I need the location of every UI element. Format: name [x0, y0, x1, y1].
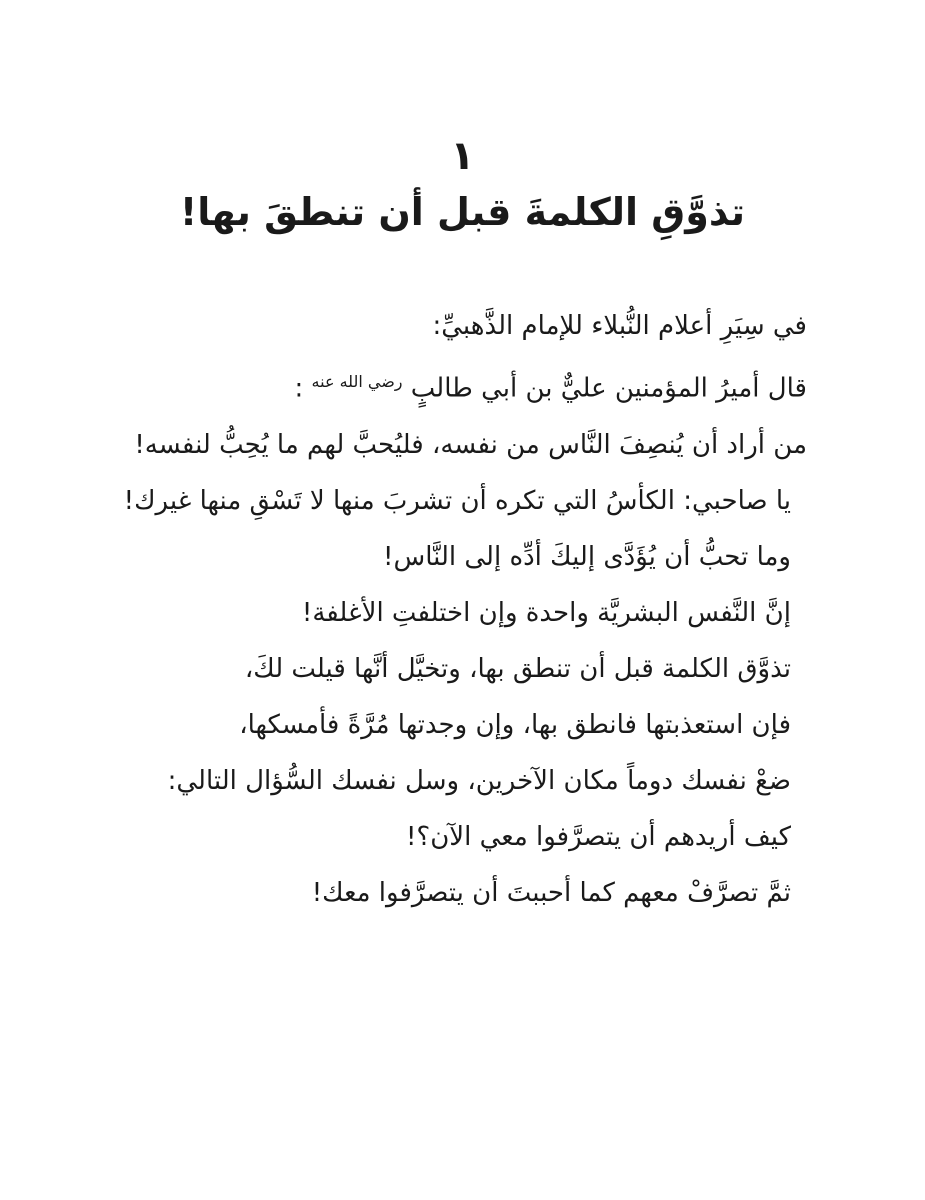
body-text	[87, 298, 807, 921]
paragraph-conclusion: ثمَّ تصرَّفْ معهم كما أحببتَ أن يتصرَّفوا معك!	[311, 877, 791, 908]
paragraph-taste-word: تذوَّق الكلمة قبل أن تنطق بها، وتخيَّل أنَّها قيلت لكَ،	[244, 653, 791, 684]
paragraph-human-soul: إنَّ النَّفس البشريَّة واحدة وإن اختلفتِ الأغلفة!	[301, 597, 791, 628]
honorific-seal: رضي الله عنه	[311, 372, 403, 391]
attribution-text: قال أميرُ المؤمنين عليٌّ بن أبي طالبٍ	[410, 373, 807, 404]
paragraph-sweet-bitter: فإن استعذبتها فانطق بها، وإن وجدتها مُرَّةً فأمسكها،	[239, 709, 791, 740]
paragraph-others-place: ضعْ نفسك دوماً مكان الآخرين، وسل نفسك السُّؤال التالي:	[167, 765, 791, 796]
paragraph-give-back: وما تحبُّ أن يُؤَدَّى إليكَ أدِّه إلى النَّاس!	[383, 541, 791, 572]
paragraph-quote: من أراد أن يُنصِفَ النَّاس من نفسه، فليُحبَّ لهم ما يُحِبُّ لنفسه!	[134, 429, 807, 460]
paragraph-source: في سِيَرِ أعلام النُّبلاء للإمام الذَّهبيِّ:	[432, 311, 807, 341]
paragraph-question: كيف أريدهم أن يتصرَّفوا معي الآن؟!	[405, 821, 791, 852]
chapter-number: ١	[450, 133, 475, 179]
chapter-title: تذوَّقِ الكلمةَ قبل أن تنطقَ بها!	[179, 190, 746, 234]
paragraph-attribution	[87, 354, 807, 417]
attribution-colon: :	[294, 373, 304, 404]
paragraph-cup: يا صاحبي: الكأسُ التي تكره أن تشربَ منها لا تَسْقِ منها غيرك!	[123, 485, 791, 516]
